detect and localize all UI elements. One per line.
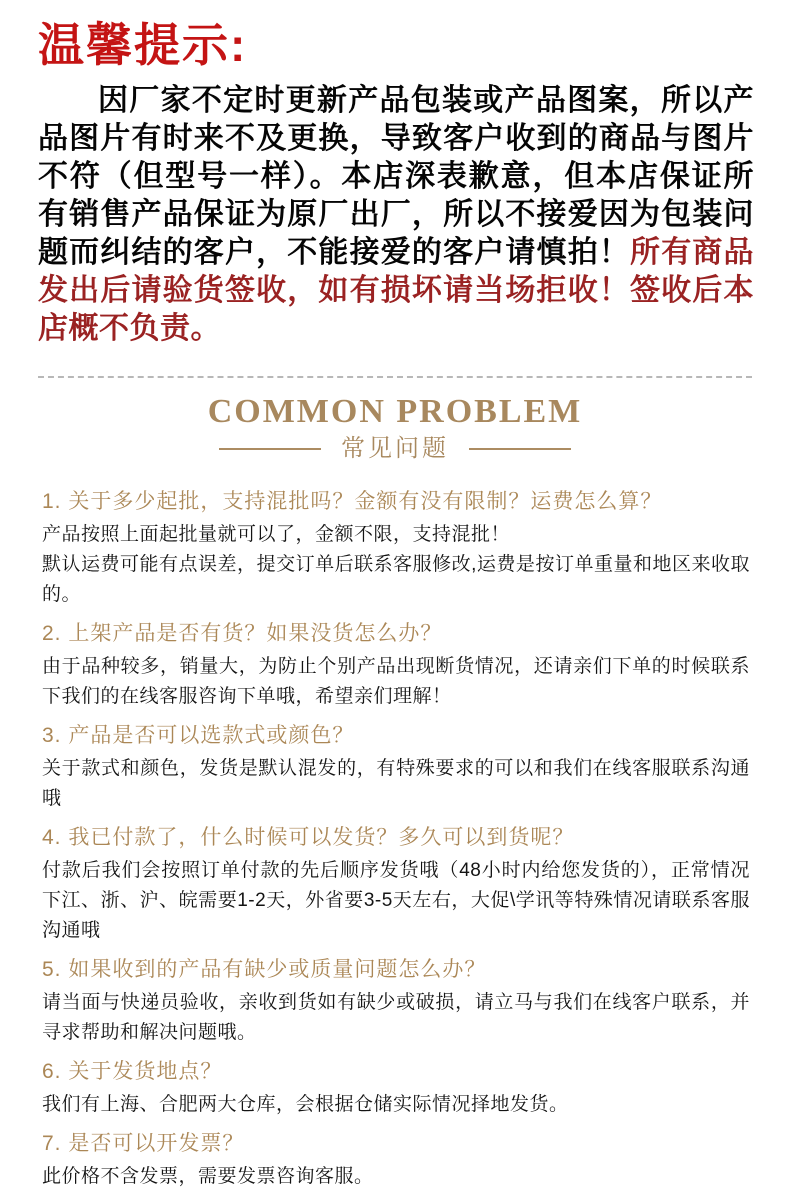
faq-answer: 默认运费可能有点误差，提交订单后联系客服修改,运费是按订单重量和地区来收取的。: [42, 554, 750, 605]
faq-question: 2. 上架产品是否有货？如果没货怎么办？: [42, 622, 443, 645]
faq-item-5: [42, 956, 750, 1048]
faq-heading-chinese-row: [0, 434, 790, 464]
faq-answer: 付款后我们会按照订单付款的先后顺序发货哦（48小时内给您发货的），正常情况下江、浙、沪、皖需要1-2天，外省要3-5天左右，大促\学讯等特殊情况请联系客服沟通哦: [42, 860, 750, 941]
heading-line-left: [219, 448, 321, 450]
dashed-divider: [38, 376, 752, 378]
faq-answer: 由于品种较多，销量大，为防止个别产品出现断货情况，还请亲们下单的时候联系下我们的在线客服咨询下单哦，希望亲们理解！: [42, 656, 750, 707]
faq-answer: 关于款式和颜色，发货是默认混发的，有特殊要求的可以和我们在线客服联系沟通哦: [42, 758, 750, 809]
warm-tips-title: 温馨提示:: [38, 19, 248, 71]
faq-item-2: [42, 620, 750, 712]
faq-question: 4. 我已付款了，什么时候可以发货？多久可以到货呢？: [42, 826, 575, 849]
faq-answer: 此价格不含发票，需要发票咨询客服。: [42, 1166, 374, 1187]
faq-question: 6. 关于发货地点？: [42, 1060, 223, 1083]
faq-item-4: [42, 824, 750, 946]
faq-header: [0, 392, 790, 464]
faq-answer: 产品按照上面起批量就可以了，金额不限，支持混批！: [42, 524, 511, 545]
faq-question: 7. 是否可以开发票？: [42, 1132, 245, 1155]
faq-item-7: [42, 1130, 750, 1192]
warm-tips-paragraph: [38, 82, 754, 348]
warm-tips-text-red: 所有商品发出后请验货签收，如有损坏请当场拒收！签收后本店概不负责。: [38, 236, 755, 345]
faq-question: 5. 如果收到的产品有缺少或质量问题怎么办？: [42, 958, 487, 981]
faq-answer: 我们有上海、合肥两大仓库，会根据仓储实际情况择地发货。: [42, 1094, 569, 1115]
faq-question: 3. 产品是否可以选款式或颜色？: [42, 724, 355, 747]
faq-item-3: [42, 722, 750, 814]
faq-item-6: [42, 1058, 750, 1120]
heading-line-right: [469, 448, 571, 450]
faq-list: [0, 464, 790, 1192]
faq-question: 1. 关于多少起批，支持混批吗？金额有没有限制？运费怎么算？: [42, 490, 663, 513]
warm-tips-section: [0, 0, 790, 348]
faq-item-1: [42, 488, 750, 610]
faq-heading-chinese: 常见问题: [341, 435, 449, 462]
faq-answer: 请当面与快递员验收，亲收到货如有缺少或破损，请立马与我们在线客户联系，并寻求帮助和解决问题哦。: [42, 992, 750, 1043]
warm-tips-text-black: 因厂家不定时更新产品包装或产品图案，所以产品图片有时来不及更换，导致客户收到的商品与图片不符（但型号一样）。本店深表歉意，但本店保证所有销售产品保证为原厂出厂，所以不接爱因为包装问题而纠结的客户，不能接爱的客户请慎拍！: [38, 84, 754, 269]
faq-heading-english: COMMON PROBLEM: [207, 393, 583, 430]
